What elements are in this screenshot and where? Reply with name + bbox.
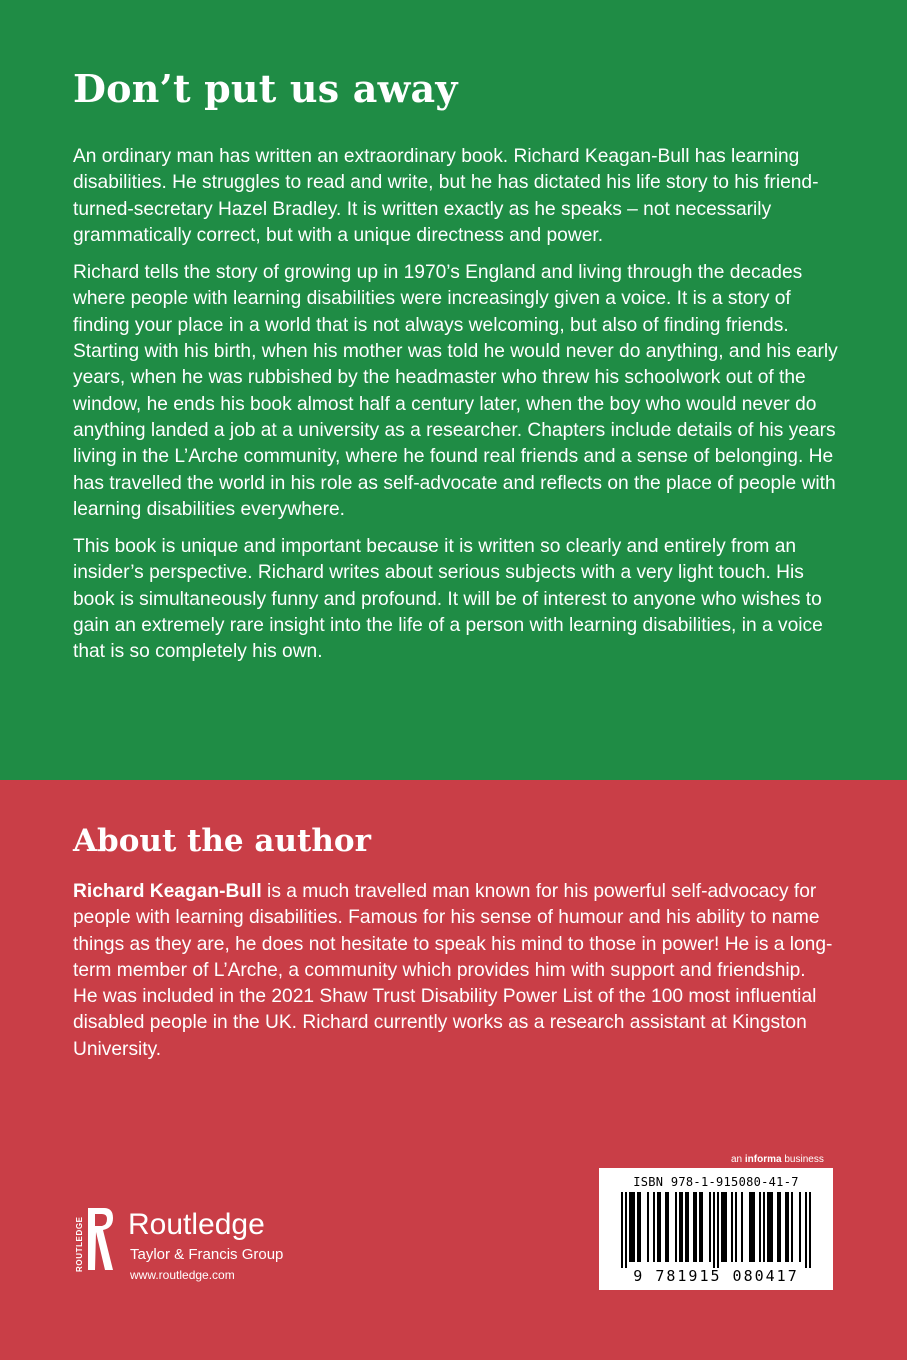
author-bio bbox=[73, 879, 833, 1063]
barcode-bar bbox=[741, 1192, 743, 1262]
blurb-paragraph: An ordinary man has written an extraordinary book. Richard Keagan-Bull has learning disabilities. He struggles to read and write, but he has dictated his life story to his friend-turned-secretary Hazel Bradley. It is written exactly as he speaks – not necessarily grammatically correct, but with a unique directness and power. bbox=[73, 146, 819, 246]
blurb bbox=[73, 144, 843, 666]
barcode-bar bbox=[631, 1192, 633, 1262]
barcode-bar bbox=[639, 1192, 641, 1262]
barcode-bar bbox=[699, 1192, 701, 1262]
informa-tagline bbox=[731, 1154, 824, 1166]
author-bio-text: is a much travelled man known for his powerful self-advocacy for people with learning disabilities. Famous for his sense of humour and his ability to name things as they are, he does not hesitate to speak his mind to those in power! He is a long-term member of L’Arche, a community which provides him with support and friendship. He was included in the 2021 Shaw Trust Disability Power List of the 100 most influential disabled people in the UK. Richard currently works as a research assistant at Kingston University. bbox=[73, 881, 833, 1060]
barcode-bar bbox=[695, 1192, 697, 1262]
barcode-bar bbox=[653, 1192, 655, 1262]
tagline-suffix: business bbox=[781, 1154, 824, 1165]
barcode-bar bbox=[767, 1192, 769, 1262]
barcode-bar bbox=[629, 1192, 631, 1262]
barcode-bar bbox=[667, 1192, 669, 1262]
isbn-barcode bbox=[599, 1168, 833, 1290]
publisher-url: www.routledge.com bbox=[130, 1268, 235, 1282]
barcode-bar bbox=[769, 1192, 771, 1262]
barcode-bar bbox=[785, 1192, 787, 1262]
barcode-bars bbox=[613, 1192, 819, 1268]
barcode-bar bbox=[675, 1192, 677, 1262]
barcode-bar bbox=[709, 1192, 711, 1262]
barcode-bar bbox=[787, 1192, 789, 1262]
barcode-bar bbox=[713, 1192, 715, 1268]
barcode-digits: 9 781915 080417 bbox=[633, 1267, 799, 1285]
barcode-bar bbox=[701, 1192, 703, 1262]
barcode-bar bbox=[777, 1192, 779, 1262]
barcode-bar bbox=[679, 1192, 681, 1262]
barcode-bar bbox=[735, 1192, 737, 1262]
barcode-bar bbox=[723, 1192, 725, 1262]
barcode-bar bbox=[779, 1192, 781, 1262]
blurb-paragraph: This book is unique and important because it is written so clearly and entirely from an insider’s perspective. Richard writes about serious subjects with a very light touch. His book is simultaneously funny and profound. It will be of interest to anyone who wishes to gain an extremely rare insight into the life of a person with learning disabilities, in a voice that is so completely his own. bbox=[73, 536, 823, 663]
tagline-brand: informa bbox=[744, 1154, 782, 1165]
publisher-vertical-label: ROUTLEDGE bbox=[75, 1216, 84, 1272]
barcode-bar bbox=[749, 1192, 751, 1262]
barcode-bar bbox=[625, 1192, 627, 1268]
barcode-bar bbox=[665, 1192, 667, 1262]
barcode-bar bbox=[693, 1192, 695, 1262]
barcode-bar bbox=[731, 1192, 733, 1262]
barcode-bar bbox=[809, 1192, 811, 1268]
barcode-bar bbox=[753, 1192, 755, 1262]
barcode-bar bbox=[771, 1192, 773, 1262]
author-name: Richard Keagan-Bull bbox=[73, 881, 262, 902]
barcode-bar bbox=[637, 1192, 639, 1262]
blurb-paragraph: Richard tells the story of growing up in 1970’s England and living through the decades where people with learning disabilities were increasingly given a voice. It is a story of finding your place in a world that is not always welcoming, but also of finding friends. Starting with his birth, when his mother was told he would never do anything, and his early years, when he was rubbished by the headmaster who threw his schoolwork out of the window, he ends his book almost half a century later, when the boy who would never do anything landed a job at a university as a researcher. Chapters include details of his years living in the L’Arche community, where he found real friends and a sense of belonging. He has travelled the world in his role as self-advocate and reflects on the place of people with learning disabilities everywhere. bbox=[73, 262, 838, 520]
barcode-bar bbox=[681, 1192, 683, 1262]
publisher-group: Taylor & Francis Group bbox=[130, 1246, 284, 1263]
barcode-bar bbox=[657, 1192, 659, 1262]
barcode-bar bbox=[791, 1192, 793, 1262]
barcode-bar bbox=[647, 1192, 649, 1262]
routledge-r-icon bbox=[86, 1206, 114, 1272]
barcode-bar bbox=[659, 1192, 661, 1262]
book-title: Don’t put us away bbox=[73, 66, 458, 111]
isbn-label: ISBN 978-1-915080-41-7 bbox=[633, 1175, 799, 1189]
publisher-logo bbox=[70, 1206, 350, 1286]
barcode-bar bbox=[799, 1192, 801, 1262]
barcode-bar bbox=[751, 1192, 753, 1262]
barcode-bar bbox=[621, 1192, 623, 1268]
barcode-bar bbox=[687, 1192, 689, 1262]
barcode-bar bbox=[721, 1192, 723, 1262]
barcode-bar bbox=[805, 1192, 807, 1268]
tagline-prefix: an bbox=[731, 1154, 745, 1165]
barcode-bar bbox=[717, 1192, 719, 1268]
barcode-bar bbox=[759, 1192, 761, 1262]
about-heading: About the author bbox=[73, 823, 371, 859]
barcode-bar bbox=[633, 1192, 635, 1262]
barcode-bar bbox=[685, 1192, 687, 1262]
barcode-bar bbox=[725, 1192, 727, 1262]
publisher-name: Routledge bbox=[128, 1208, 265, 1241]
barcode-bar bbox=[763, 1192, 765, 1262]
